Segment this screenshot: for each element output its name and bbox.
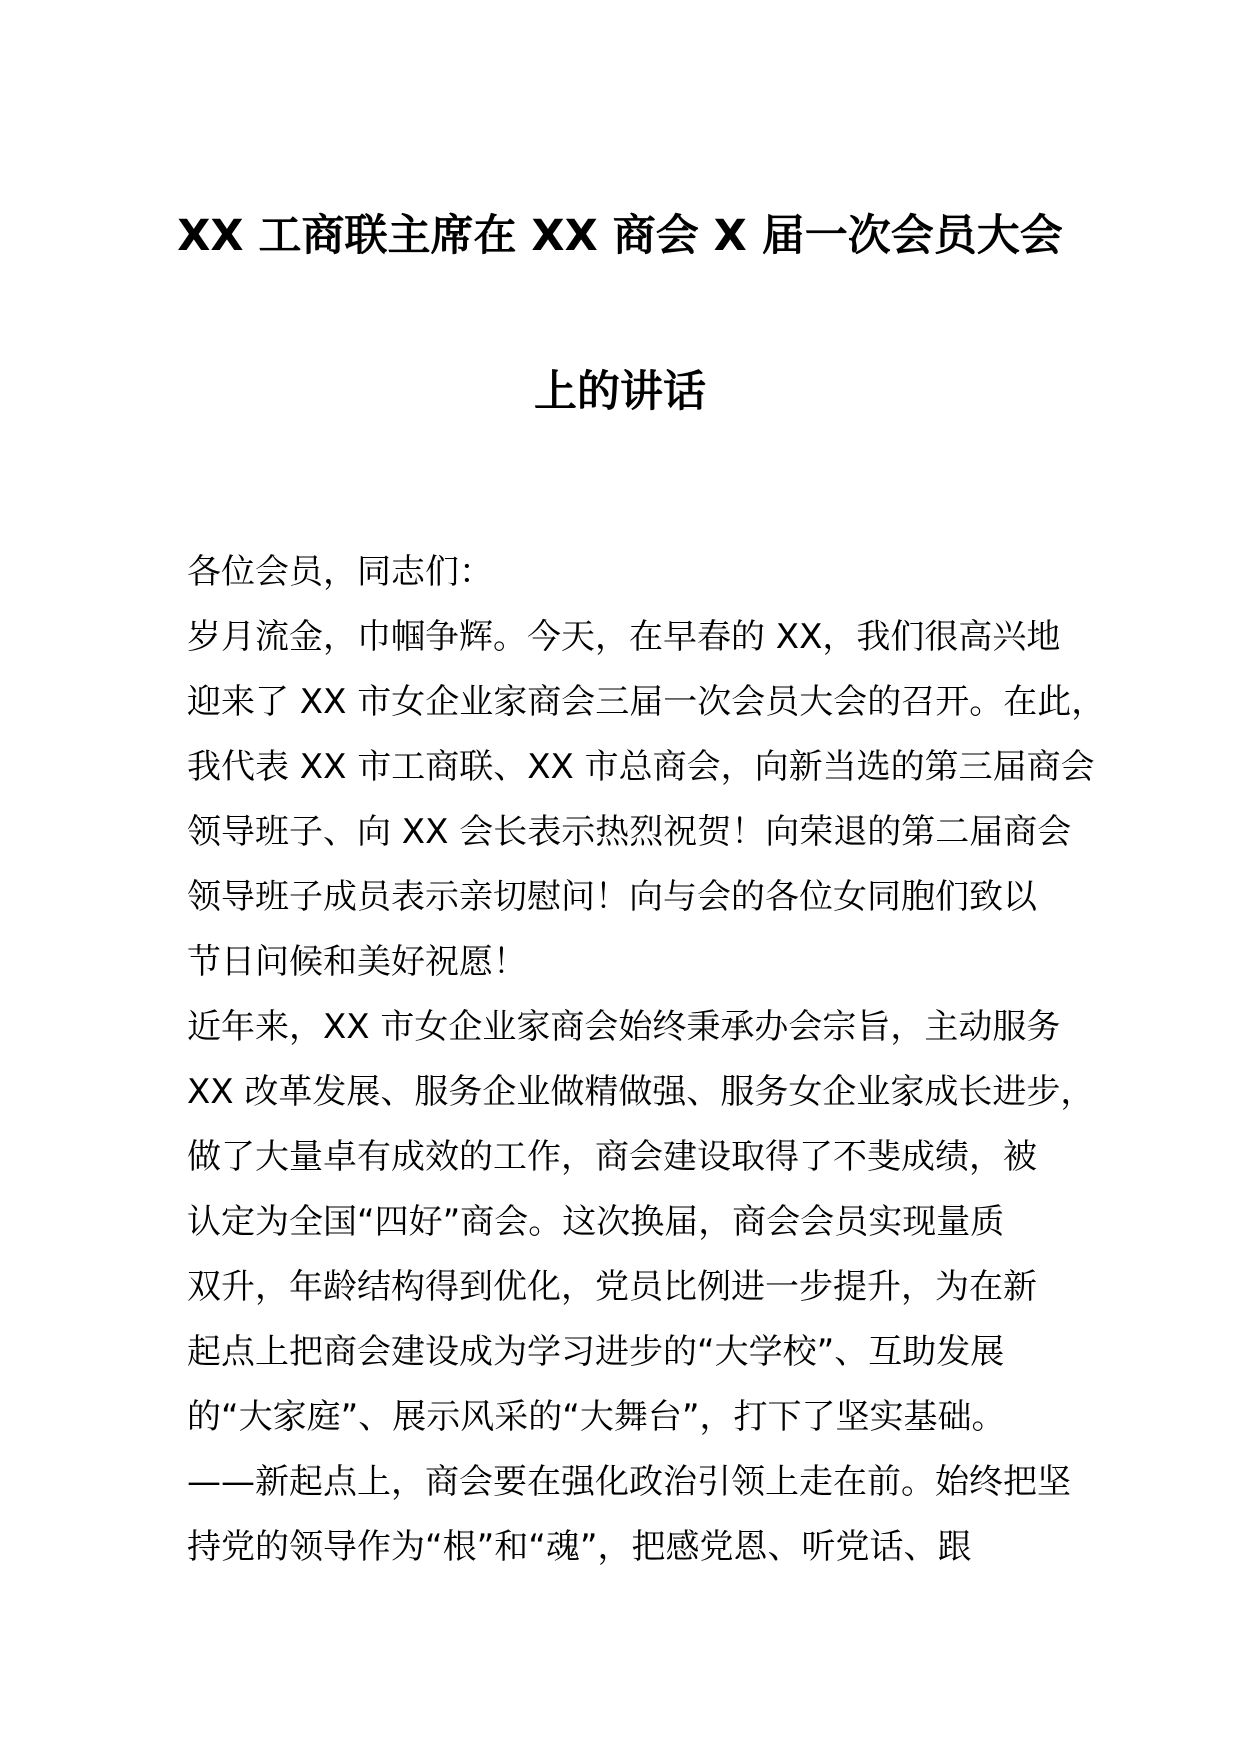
document-body	[187, 540, 1106, 1580]
body-line: 起点上把商会建设成为学习进步的“大学校”、互助发展	[187, 1332, 1005, 1372]
body-line: 岁月流金，巾帼争辉。今天，在早春的 XX，我们很高兴地	[187, 617, 1061, 657]
body-line: ——新起点上，商会要在强化政治引领上走在前。始终把坚	[187, 1462, 1071, 1502]
body-line: 领导班子、向 XX 会长表示热烈祝贺！向荣退的第二届商会	[187, 812, 1072, 852]
document-title-line-2: 上的讲话	[534, 367, 706, 417]
body-line: 我代表 XX 市工商联、XX 市总商会，向新当选的第三届商会	[187, 747, 1095, 787]
body-line: 领导班子成员表示亲切慰问！向与会的各位女同胞们致以	[187, 877, 1037, 917]
body-line: 持党的领导作为“根”和“魂”，把感党恩、听党话、跟	[187, 1527, 972, 1567]
body-line: 做了大量卓有成效的工作，商会建设取得了不斐成绩，被	[187, 1137, 1037, 1177]
body-line: 的“大家庭”、展示风采的“大舞台”，打下了坚实基础。	[187, 1397, 1006, 1437]
body-line: XX 改革发展、服务企业做精做强、服务女企业家成长进步，	[187, 1072, 1095, 1112]
body-line: 各位会员，同志们：	[187, 552, 493, 592]
body-line: 迎来了 XX 市女企业家商会三届一次会员大会的召开。在此，	[187, 682, 1106, 722]
body-line: 双升，年龄结构得到优化，党员比例进一步提升，为在新	[187, 1267, 1037, 1307]
document-title-line-1: XX 工商联主席在 XX 商会 X 届一次会员大会	[177, 211, 1063, 261]
body-line: 节日问候和美好祝愿！	[187, 942, 527, 982]
body-line: 认定为全国“四好”商会。这次换届，商会会员实现量质	[187, 1202, 1005, 1242]
body-line: 近年来，XX 市女企业家商会始终秉承办会宗旨，主动服务	[187, 1007, 1061, 1047]
